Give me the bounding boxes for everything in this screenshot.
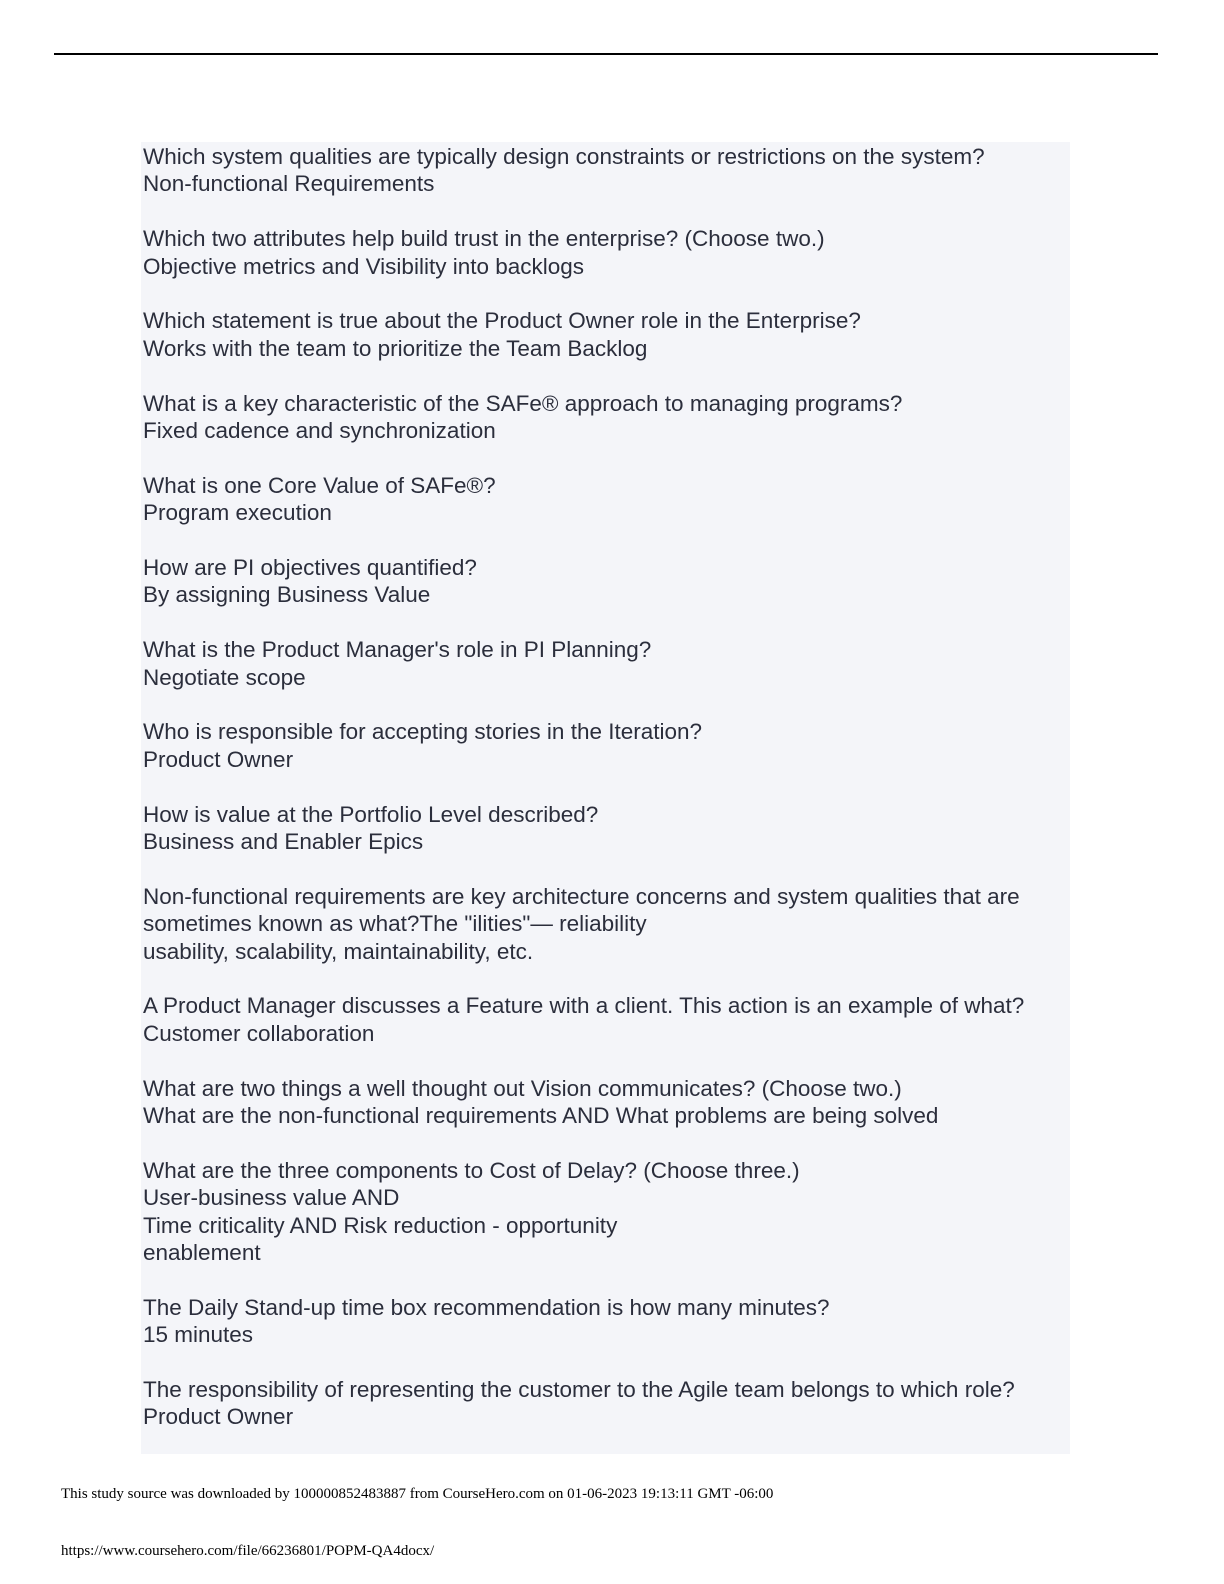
- question-text: The Daily Stand-up time box recommendation is how many minutes?: [143, 1294, 830, 1320]
- question-text: What are the three components to Cost of Delay? (Choose three.): [143, 1157, 800, 1183]
- answer-text: Customer collaboration: [143, 1020, 375, 1046]
- answer-text: Business and Enabler Epics: [143, 829, 424, 855]
- question-text: Which two attributes help build trust in the enterprise? (Choose two.): [143, 226, 825, 252]
- answer-text: By assigning Business Value: [143, 582, 431, 608]
- qa-item: [143, 1376, 1073, 1431]
- qa-item: [143, 1157, 1073, 1267]
- question-text: Which system qualities are typically design constraints or restrictions on the system?: [143, 144, 985, 169]
- qa-item: [143, 883, 1073, 965]
- answer-text: Objective metrics and Visibility into backlogs: [143, 253, 585, 279]
- qa-item: [143, 1075, 1073, 1130]
- answer-text: usability, scalability, maintainability, etc.: [143, 938, 534, 964]
- qa-item: [143, 1294, 1073, 1349]
- answer-text: Program execution: [143, 500, 332, 526]
- qa-item: [143, 390, 1073, 445]
- question-text: Who is responsible for accepting stories in the Iteration?: [143, 719, 703, 745]
- question-text: What is the Product Manager's role in PI Planning?: [143, 637, 652, 663]
- answer-text: Fixed cadence and synchronization: [143, 418, 496, 444]
- qa-item: [143, 143, 1073, 198]
- answer-text: 15 minutes: [143, 1322, 254, 1348]
- answer-text: What are the non-functional requirements AND What problems are being solved: [143, 1103, 939, 1129]
- answer-text: User-business value AND Time criticality AND Risk reduction - opportunity enablement: [143, 1185, 618, 1266]
- qa-item: [143, 801, 1073, 856]
- answer-text: Negotiate scope: [143, 664, 306, 690]
- question-text: How is value at the Portfolio Level described?: [143, 801, 599, 827]
- question-text: Non-functional requirements are key architecture concerns and system qualities that are sometimes known as what?The "ilities"— reliability: [143, 883, 1020, 937]
- qa-item: [143, 718, 1073, 773]
- question-text: A Product Manager discusses a Feature with a client. This action is an example of what?: [143, 993, 1025, 1019]
- question-text: How are PI objectives quantified?: [143, 555, 477, 581]
- qa-item: [143, 225, 1073, 280]
- question-text: What is a key characteristic of the SAFe® approach to managing programs?: [143, 390, 903, 416]
- qa-item: [143, 636, 1073, 691]
- header-divider: [54, 53, 1158, 55]
- question-text: Which statement is true about the Product Owner role in the Enterprise?: [143, 308, 861, 334]
- answer-text: Product Owner: [143, 1404, 294, 1430]
- answer-text: Non-functional Requirements: [143, 171, 435, 197]
- qa-item: [143, 472, 1073, 527]
- source-url: https://www.coursehero.com/file/66236801/POPM-QA4docx/: [61, 1543, 435, 1559]
- question-text: What are two things a well thought out Vision communicates? (Choose two.): [143, 1075, 902, 1101]
- download-notice: This study source was downloaded by 100000852483887 from CourseHero.com on 01-06-2023 19:13:11 GMT -06:00: [61, 1486, 774, 1502]
- qa-item: [143, 307, 1073, 362]
- answer-text: Product Owner: [143, 746, 294, 772]
- answer-text: Works with the team to prioritize the Team Backlog: [143, 335, 648, 361]
- qa-item: [143, 992, 1073, 1047]
- qa-item: [143, 554, 1073, 609]
- qa-list: [143, 143, 1073, 1458]
- question-text: The responsibility of representing the customer to the Agile team belongs to which role?: [143, 1377, 1015, 1403]
- question-text: What is one Core Value of SAFe®?: [143, 472, 496, 498]
